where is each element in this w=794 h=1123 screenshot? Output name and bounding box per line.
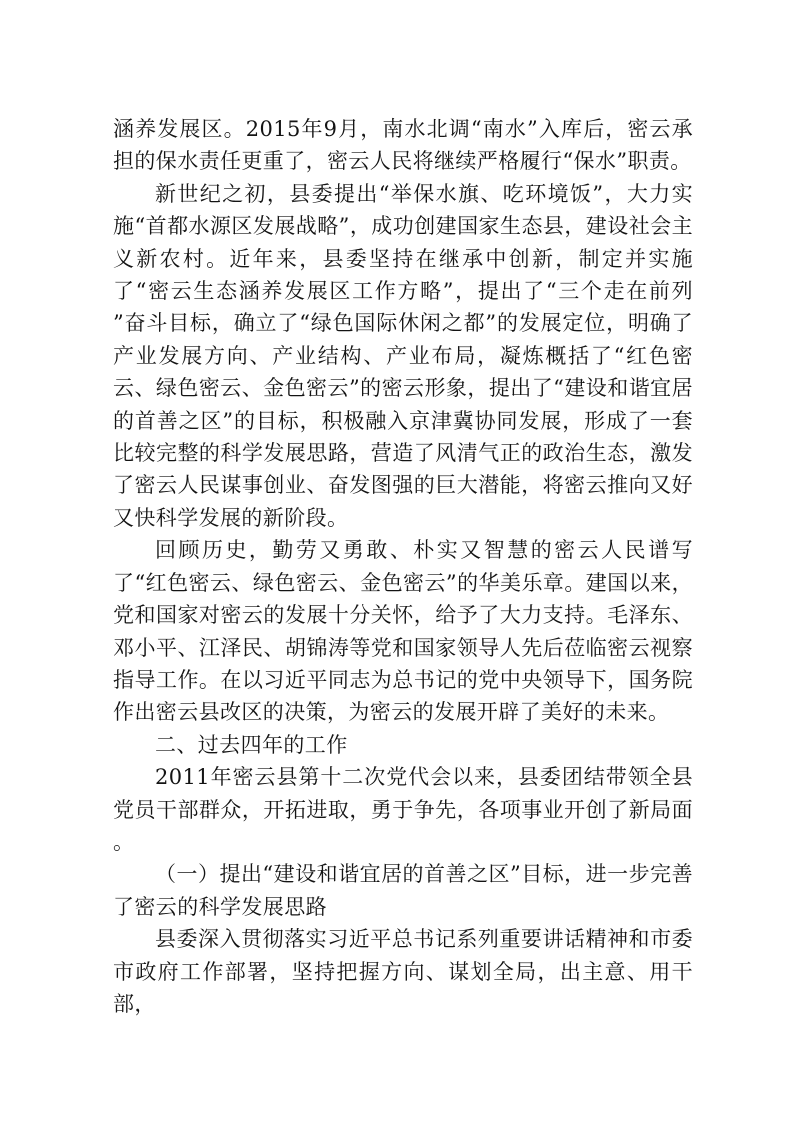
paragraph-new-century: 新世纪之初，县委提出“举保水旗、吃环境饭”，大力实施“首都水源区发展战略”，成功创建国家生态县，建设社会主义新农村。近年来，县委坚持在继承中创新，制定并实施了“密云生态涵养发展区工作方略”，提出了“三个走在前列 ”奋斗目标，确立了“绿色国际休闲之都”的发展定位，明确了产业发展方向、产业结构、产业布局，凝炼概括了“红色密云、绿色密云、金色密云”的密云形象，提出了“建设和谐宜居的首善之区”的目标，积极融入京津冀协同发展，形成了一套比较完整的科学发展思路，营造了风清气正的政治生态，激发了密云人民谋事创业、奋发图强的巨大潜能，将密云推向又好又快科学发展的新阶段。	[113, 181, 693, 530]
paragraph-history-review: 回顾历史，勤劳又勇敢、朴实又智慧的密云人民谱写了“红色密云、绿色密云、金色密云”的华美乐章。建国以来，党和国家对密云的发展十分关怀，给予了大力支持。毛泽东、邓小平、江泽民、胡锦涛等党和国家领导人先后莅临密云视察指导工作。在以习近平同志为总书记的党中央领导下，国务院作出密云县改区的决策，为密云的发展开辟了美好的未来。	[113, 538, 693, 725]
paragraph-2011-congress: 2011年密云县第十二次党代会以来，县委团结带领全县党员干部群众，开拓进取，勇于争先，各项事业开创了新局面 。	[113, 765, 693, 854]
paragraph-continuation: 涵养发展区。2015年9月，南水北调“南水”入库后，密云承担的保水责任更重了，密云人民将继续严格履行“保水”职责。	[113, 117, 693, 174]
section-heading-past-four-years: 二、过去四年的工作	[155, 732, 348, 757]
paragraph-county-committee: 县委深入贯彻落实习近平总书记系列重要讲话精神和市委市政府工作部署，坚持把握方向、谋划全局，出主意、用干部，	[113, 927, 693, 1016]
subsection-heading-1: （一）提出“建设和谐宜居的首善之区”目标，进一步完善了密云的科学发展思路	[113, 862, 693, 919]
document-body	[113, 113, 693, 1020]
